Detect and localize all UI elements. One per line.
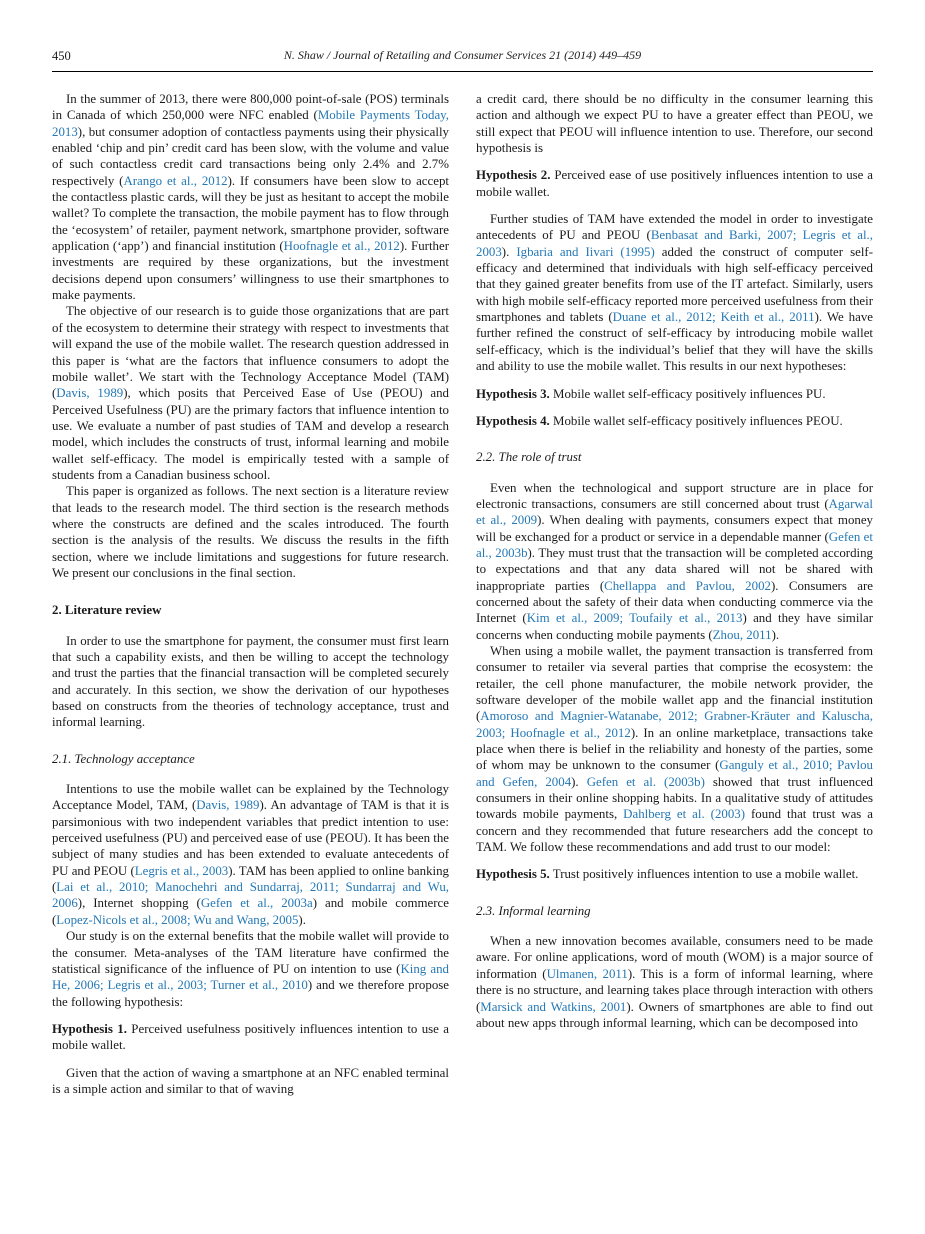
paragraph: This paper is organized as follows. The next section is a literature review that leads to the research model. The third section is the research methods where the constructs are defined and the scales introduced. The fourth section is the analysis of the results. We discuss the results in the fifth section, where we include limitations and suggestions for future research. We present our conclusions in the final section.: [52, 484, 449, 580]
citation-link[interactable]: Chellappa and Pavlou, 2002: [604, 578, 771, 593]
column-right: [476, 91, 873, 1097]
paragraph: Our study is on the external benefits that the mobile wallet will provide to the consumer. Meta-analyses of the TAM literature have confirmed the statistical significance of the influence of PU on intention to use (King and He, 2006; Legris et al., 2003; Turner et al., 2010) and we therefore propose the following hypothesis:: [52, 929, 449, 1009]
citation-link[interactable]: Lopez-Nicols et al., 2008; Wu and Wang, 2005: [56, 912, 299, 927]
subsection-heading: 2.2. The role of trust: [476, 450, 582, 465]
citation-link[interactable]: King and He, 2006; Legris et al., 2003; Turner et al., 2010: [52, 961, 449, 993]
hypothesis-label: Hypothesis 5.: [476, 867, 550, 882]
paragraph: When using a mobile wallet, the payment transaction is transferred from consumer to retailer via several parties that comprise the ecosystem: the retailer, the cell phone manufacturer, the mobile network provider, the software developer of the mobile wallet app and the financial institution (Amoroso and Magnier-Watanabe, 2012; Grabner-Kräuter and Kaluscha, 2003; Hoofnagle et al., 2012). In an online marketplace, transactions take place when there is belief in the reliability and honesty of the parties, some of whom may be unknown to the consumer (Ganguly et al., 2010; Pavlou and Gefen, 2004). Gefen et al. (2003b) showed that trust influenced consumers in their online shopping habits. In a qualitative study of attitudes towards mobile payments, Dahlberg et al. (2003) found that trust was a concern and they recommended that future researchers add the concept to TAM. We follow these recommendations and add trust to our model:: [476, 643, 873, 855]
citation-link[interactable]: Kim et al., 2009; Toufaily et al., 2013: [526, 611, 743, 626]
subsection-heading: 2.1. Technology acceptance: [52, 751, 195, 766]
citation-link[interactable]: Lai et al., 2010; Manochehri and Sundarraj, 2011; Sundarraj and Wu, 2006: [52, 880, 449, 911]
citation-link[interactable]: Gefen et al., 2003a: [200, 896, 313, 911]
hypothesis: Hypothesis 5. Trust positively influences intention to use a mobile wallet.: [476, 867, 859, 882]
paragraph: The objective of our research is to guide those organizations that are part of the ecosystem to determine their strategy with respect to investments that will expand the use of the mobile wallet. The research question addressed in this paper is ‘what are the factors that influence consumers to adopt the mobile wallet’. We start with the Technology Acceptance Model (TAM) (Davis, 1989), which posits that Perceived Ease of Use (PEOU) and Perceived Usefulness (PU) are the primary factors that influence intention to use. We evaluate a number of past studies of TAM and develop a research model, which includes the constructs of trust, informal learning and mobile wallet self-efficacy. The model is empirically tested with a sample of students from a Canadian business school.: [52, 304, 449, 482]
citation-link[interactable]: Duane et al., 2012; Keith et al., 2011: [612, 310, 815, 325]
citation-link[interactable]: Zhou, 2011: [712, 627, 772, 642]
hypothesis-label: Hypothesis 2.: [476, 168, 551, 183]
citation-link[interactable]: Arango et al., 2012: [123, 173, 228, 188]
citation-link[interactable]: Agarwal et al., 2009: [476, 496, 873, 528]
paragraph: Intentions to use the mobile wallet can be explained by the Technology Acceptance Model, TAM, (Davis, 1989). An advantage of TAM is that it is parsimonious with two independent variables that predict intention to use: perceived usefulness (PU) and perceived ease of use (PEOU). It has been the subject of many studies and has been extended to evaluate antecedents of PU and PEOU (Legris et al., 2003). TAM has been applied to online banking (Lai et al., 2010; Manochehri and Sundarraj, 2011; Sundarraj and Wu, 2006), Internet shopping (Gefen et al., 2003a) and mobile commerce (Lopez-Nicols et al., 2008; Wu and Wang, 2005).: [52, 782, 449, 927]
citation-link[interactable]: Hoofnagle et al., 2012: [283, 239, 400, 254]
hypothesis: Hypothesis 2. Perceived ease of use positively influences intention to use a mobile wallet.: [476, 168, 873, 199]
citation-link[interactable]: Gefen et al., 2003b: [476, 529, 873, 560]
article-body: [52, 91, 873, 1097]
citation-link[interactable]: Gefen et al. (2003b): [586, 774, 705, 789]
section-heading: 2. Literature review: [52, 603, 162, 618]
hypothesis-label: Hypothesis 4.: [476, 413, 550, 428]
citation-link[interactable]: Dahlberg et al. (2003): [623, 807, 746, 822]
column-left: [52, 91, 449, 1097]
page-number: 450: [52, 49, 71, 63]
paragraph: When a new innovation becomes available, consumers need to be made aware. For online applications, word of mouth (WOM) is a major source of information (Ulmanen, 2011). This is a form of informal learning, where there is no structure, and learning takes place through interaction with others (Marsick and Watkins, 2001). Owners of smartphones are able to find out about new apps through informal learning, which can be decomposed into: [476, 934, 874, 1030]
paragraph: Even when the technological and support structure are in place for electronic transactions, consumers are still concerned about trust (Agarwal et al., 2009). When dealing with payments, consumers expect that money will be exchanged for a product or service in a dependable manner (Gefen et al., 2003b). They must trust that the transaction will be completed according to expectations and that any data shared will not be shared with inappropriate parties (Chellappa and Pavlou, 2002). Consumers are concerned about the safety of their data when conducting commerce via the Internet (Kim et al., 2009; Toufaily et al., 2013) and they have similar concerns when conducting mobile payments (Zhou, 2011).: [476, 480, 874, 642]
hypothesis-label: Hypothesis 3.: [476, 386, 550, 401]
page-header: [52, 48, 873, 65]
running-head: N. Shaw / Journal of Retailing and Consumer Services 21 (2014) 449–459: [283, 48, 642, 62]
citation-link[interactable]: Ganguly et al., 2010; Pavlou and Gefen, 2004: [476, 758, 873, 789]
subsection-heading: 2.3. Informal learning: [476, 903, 591, 918]
citation-link[interactable]: Marsick and Watkins, 2001: [480, 999, 627, 1014]
citation-link[interactable]: Davis, 1989: [196, 798, 260, 813]
hypothesis: Hypothesis 4. Mobile wallet self-efficacy positively influences PEOU.: [476, 413, 843, 428]
hypothesis: Hypothesis 1. Perceived usefulness positively influences intention to use a mobile wallet.: [52, 1021, 449, 1053]
paragraph: Given that the action of waving a smartphone at an NFC enabled terminal is a simple action and similar to that of waving: [52, 1065, 449, 1096]
paragraph: a credit card, there should be no difficulty in the consumer learning this action and although we expect PU to have a greater effect than PEOU, we still expect that PEOU will influence intention to use. Therefore, our second hypothesis is: [476, 92, 873, 156]
citation-link[interactable]: Mobile Payments Today, 2013: [52, 108, 450, 139]
hypothesis: Hypothesis 3. Mobile wallet self-efficacy positively influences PU.: [476, 386, 826, 401]
header-rule: [52, 71, 873, 72]
citation-link[interactable]: Amoroso and Magnier-Watanabe, 2012; Grabner-Kräuter and Kaluscha, 2003; Hoofnagle et al., 2012: [476, 709, 873, 740]
citation-link[interactable]: Benbasat and Barki, 2007; Legris et al., 2003: [476, 228, 873, 259]
citation-link[interactable]: Igbaria and Iivari (1995): [516, 244, 655, 259]
citation-link[interactable]: Ulmanen, 2011: [546, 966, 628, 981]
paragraph: In the summer of 2013, there were 800,000 point-of-sale (POS) terminals in Canada of which 250,000 were NFC enabled (Mobile Payments Today, 2013), but consumer adoption of contactless payments using their physically enabled ‘chip and pin’ credit card has been slow, with the volume and value of such contactless credit card transactions being only 2.4% and 2.7% respectively (Arango et al., 2012). If consumers have been slow to accept the contactless plastic cards, will they be just as hesitant to accept the mobile wallet? To complete the transaction, the mobile payment has to flow through the ‘ecosystem’ of retailer, payment network, smartphone provider, software application (‘app’) and financial institution (Hoofnagle et al., 2012). Further investments are required by these organizations, but the investment decisions depend upon consumers’ willingness to use their smartphones to make payments.: [52, 92, 450, 303]
citation-link[interactable]: Legris et al., 2003: [134, 863, 229, 878]
paragraph: Further studies of TAM have extended the model in order to investigate antecedents of PU and PEOU (Benbasat and Barki, 2007; Legris et al., 2003). Igbaria and Iivari (1995) added the construct of computer self-efficacy and determined that individuals with high self-efficacy perceived that they gained greater benefits from use of the IT artefact. Similarly, users with high mobile self-efficacy reported more perceived usefulness from their smartphones and tablets (Duane et al., 2012; Keith et al., 2011). We have further refined the construct of self-efficacy by introducing mobile wallet self-efficacy, which is the individual’s belief that they will have the skills and ability to use the mobile wallet. This results in our next hypotheses:: [476, 212, 873, 374]
paragraph: In order to use the smartphone for payment, the consumer must first learn that such a capability exists, and then be willing to accept the technology and trust the parties that the financial transaction will be completed securely and accurately. In this section, we show the derivation of our hypotheses based on constructs from the theories of technology acceptance, trust and informal learning.: [52, 633, 449, 730]
hypothesis-label: Hypothesis 1.: [52, 1021, 127, 1036]
citation-link[interactable]: Davis, 1989: [56, 386, 124, 401]
